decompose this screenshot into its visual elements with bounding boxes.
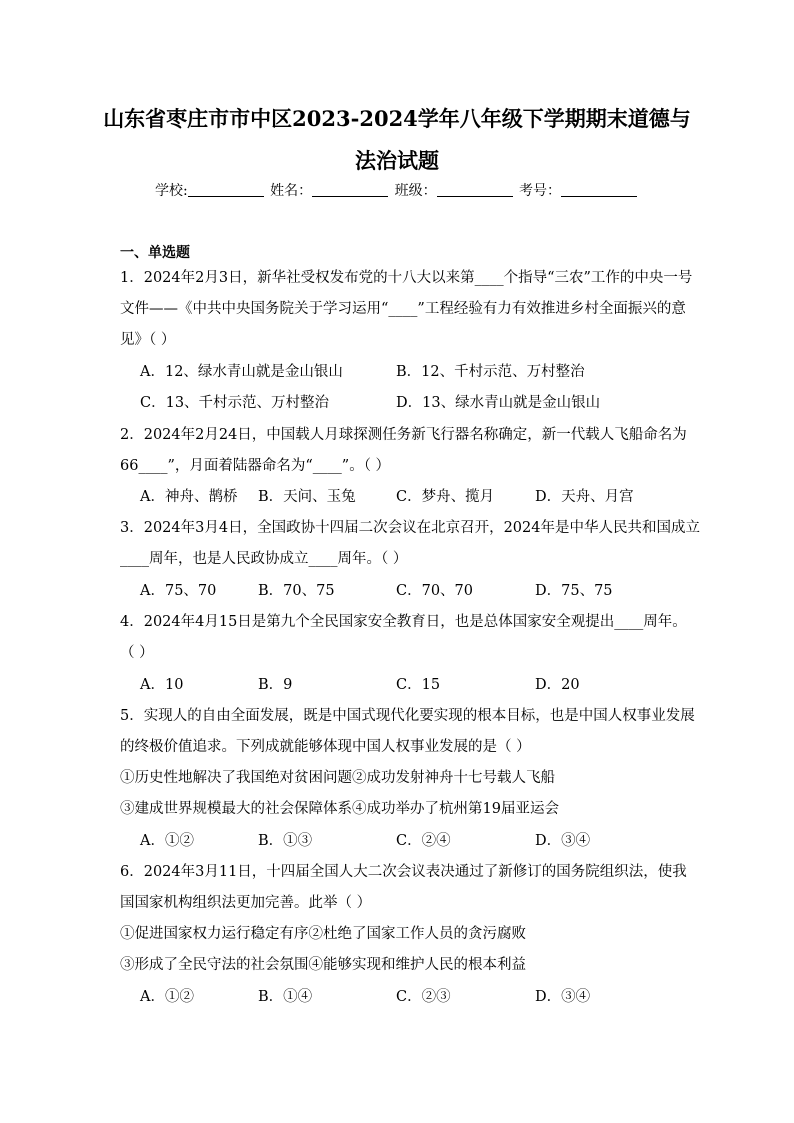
option-a: A．①② [140, 989, 194, 1005]
question-2-line-1: 2．2024年2月24日，中国载人月球探测任务新飞行器名称确定，新一代载人飞船命名为 [120, 427, 687, 443]
option-d: D．③④ [535, 989, 591, 1005]
page-title: 山东省枣庄市市中区2023-2024学年八年级下学期期末道德与 [103, 106, 691, 131]
option-c: C．梦舟、揽月 [396, 489, 495, 505]
option-b: B．9 [258, 677, 293, 693]
section-heading: 一、单选题 [120, 245, 190, 261]
option-d: D．20 [535, 677, 580, 693]
name-blank [312, 182, 388, 197]
question-4-line-1: 4．2024年4月15日是第九个全民国家安全教育日，也是总体国家安全观提出____周年。 [120, 614, 687, 630]
question-5-statements-2: ③建成世界规模最大的社会保障体系④成功举办了杭州第19届亚运会 [120, 801, 559, 817]
question-5-line-1: 5．实现人的自由全面发展，既是中国式现代化要实现的根本目标，也是中国人权事业发展 [120, 708, 695, 724]
option-c: C．②③ [396, 989, 451, 1005]
option-b: B．天问、玉兔 [258, 489, 356, 505]
option-a: A．10 [140, 677, 184, 693]
option-c: C．②④ [396, 833, 451, 849]
option-d: D．③④ [535, 833, 591, 849]
option-c: C．13、千村示范、万村整治 [140, 395, 330, 411]
school-label: 学校: [154, 183, 188, 199]
question-3-line-2: ____周年，也是人民政协成立____周年。（ ） [120, 551, 408, 567]
page-title-continued: 法治试题 [355, 148, 439, 173]
class-blank [437, 182, 513, 197]
option-b: B．12、千村示范、万村整治 [396, 364, 585, 380]
class-label: 班级： [394, 183, 437, 199]
question-6-statements-2: ③形成了全民守法的社会氛围④能够实现和维护人民的根本利益 [120, 957, 526, 973]
option-b: B．70、75 [258, 583, 335, 599]
option-a: A．①② [140, 833, 194, 849]
option-c: C．70、70 [396, 583, 473, 599]
examno-label: 考号： [519, 183, 562, 199]
option-d: D．13、绿水青山就是金山银山 [396, 395, 601, 411]
option-d: D．75、75 [535, 583, 613, 599]
question-5-statements-1: ①历史性地解决了我国绝对贫困问题②成功发射神舟十七号载人飞船 [120, 770, 555, 786]
question-2-line-2: 66____”，月面着陆器命名为“____”。（ ） [120, 458, 391, 474]
option-c: C．15 [396, 677, 441, 693]
question-5-line-2: 的终极价值追求。下列成就能够体现中国人权事业发展的是（ ） [120, 739, 531, 755]
question-4-line-2: （ ） [120, 645, 154, 661]
option-d: D．天舟、月宫 [535, 489, 634, 505]
question-3-line-1: 3．2024年3月4日，全国政协十四届二次会议在北京召开，2024年是中华人民共和国成立 [120, 520, 700, 536]
option-a: A．神舟、鹊桥 [140, 489, 238, 505]
question-6-statements-1: ①促进国家权力运行稳定有序②杜绝了国家工作人员的贪污腐败 [120, 926, 526, 942]
option-a: A．12、绿水青山就是金山银山 [140, 364, 343, 380]
option-a: A．75、70 [140, 583, 217, 599]
question-1-line-1: 1．2024年2月3日，新华社受权发布党的十八大以来第____个指导“三农”工作的中央一号 [120, 270, 693, 286]
question-1-line-3: 见》（ ） [120, 332, 176, 348]
name-label: 姓名： [270, 183, 313, 199]
question-6-line-2: 国国家机构组织法更加完善。此举（ ） [120, 895, 372, 911]
student-info-row [0, 180, 794, 202]
question-1-line-2: 文件——《中共中央国务院关于学习运用“____”工程经验有力有效推进乡村全面振兴的意 [120, 301, 686, 317]
option-b: B．①④ [258, 989, 313, 1005]
option-b: B．①③ [258, 833, 313, 849]
school-blank [188, 182, 264, 197]
question-6-line-1: 6．2024年3月11日，十四届全国人大二次会议表决通过了新修订的国务院组织法，使我 [120, 864, 687, 880]
examno-blank [561, 182, 637, 197]
